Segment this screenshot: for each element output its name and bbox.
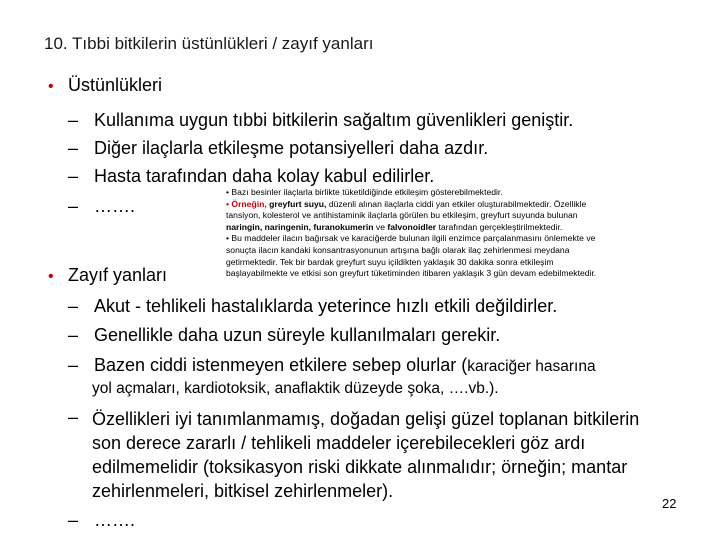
weakness-item: ……. (94, 510, 136, 530)
note-line (226, 199, 720, 211)
note-line: • Bazı besinler ilaçlarla birlikte tüketildiğinde etkileşim gösterebilmektedir. (226, 187, 503, 197)
note-line: tansiyon, kolesterol ve antihistaminik ilaçlarla görülen bu etkileşim, greyfurt suyunda bulunan (226, 210, 578, 221)
dash-icon: – (68, 138, 79, 158)
page-number: 22 (662, 496, 677, 511)
dash-icon: – (68, 196, 79, 216)
slide-title: 10. Tıbbi bitkilerin üstünlükleri / zayıf yanları (44, 34, 374, 53)
weakness-item: Özellikleri iyi tanımlanmamış, doğadan gelişi güzel toplanan bitkilerin son derece zararlı / tehlikeli maddeler içerebilecekleri göz ardı edilmemelidir (toksikasyon riski dikkate alınmalıdır; örneğin; mantar zehirlenmeleri, bitkisel zehirlenmeler). (92, 409, 640, 501)
dash-icon: – (68, 166, 79, 186)
advantage-item: Kullanıma uygun tıbbi bitkilerin sağaltım güvenlikleri geniştir. (94, 110, 574, 130)
advantage-item: ……. (94, 196, 136, 216)
note-text: düzenli alınan ilaçlarla ciddi yan etkiler oluşturabilmektedir. Özellikle (326, 198, 587, 209)
note-text: ve (373, 221, 388, 232)
weakness-text-small: karaciğer hasarına (467, 358, 596, 375)
grapefruit-note (226, 187, 720, 280)
bullet-icon: • (48, 268, 54, 285)
weakness-item (94, 355, 596, 376)
note-line: sonuçta ilacın kandaki konsantrasyonunun artışına bağlı olarak ilaç zehirlenmesi meydana (226, 244, 570, 255)
note-line: getirmektedir. Tek bir bardak greyfurt suyu içildikten yaklaşık 30 dakika sonra etkileşim (226, 256, 554, 267)
dash-icon: – (68, 407, 79, 427)
dash-icon: – (68, 110, 79, 130)
advantages-heading: Üstünlükleri (68, 75, 163, 95)
note-example-label: • Örneğin, (226, 198, 267, 209)
note-bold: greyfurt suyu, (266, 198, 327, 209)
note-bold: naringin, naringenin, furanokumerin (226, 221, 374, 232)
advantage-item: Hasta tarafından daha kolay kabul edilirler. (94, 166, 435, 186)
note-line: başlayabilmekte ve etkisi son greyfurt tüketiminden itibaren yaklaşık 3 gün devam edebilmektedir. (226, 268, 597, 279)
weakness-item: Akut - tehlikeli hastalıklarda yeterince hızlı etkili değildirler. (94, 296, 558, 316)
note-bold: falvonoidler (387, 221, 437, 232)
dash-icon: – (68, 510, 79, 530)
note-line: • Bu maddeler ilacın bağırsak ve karaciğerde bulunan ilgili enzimce parçalanmasını önlemekte ve (226, 233, 596, 244)
bullet-icon: • (48, 78, 54, 95)
dash-icon: – (68, 355, 79, 375)
advantage-item: Diğer ilaçlarla etkileşme potansiyelleri daha azdır. (94, 138, 489, 158)
dash-icon: – (68, 296, 79, 316)
note-line (226, 222, 720, 234)
weaknesses-heading: Zayıf yanları (68, 265, 168, 285)
note-text: tarafından gerçekleştirilmektedir. (436, 221, 563, 232)
weakness-continuation: yol açmaları, kardiotoksik, anaflaktik düzeyde şoka, ….vb.). (92, 380, 499, 397)
weakness-item: Genellikle daha uzun süreyle kullanılmaları gerekir. (94, 325, 501, 345)
dash-icon: – (68, 325, 79, 345)
weakness-text: Bazen ciddi istenmeyen etkilere sebep olurlar ( (94, 355, 468, 375)
